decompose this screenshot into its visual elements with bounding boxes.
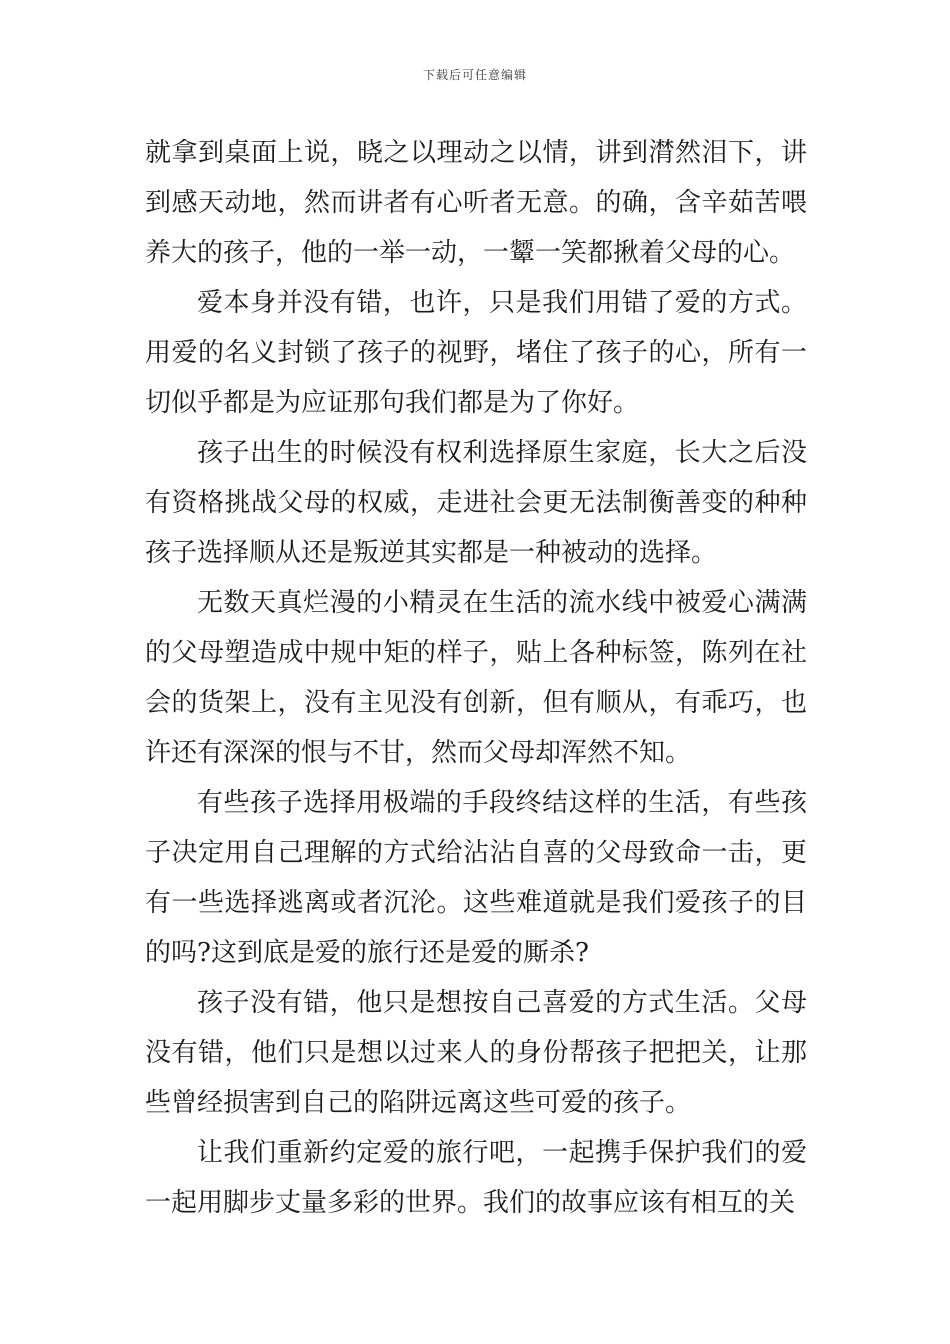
paragraph: 孩子出生的时候没有权利选择原生家庭，长大之后没有资格挑战父母的权威，走进社会更无法制衡善变的种种孩子选择顺从还是叛逆其实都是一种被动的选择。 xyxy=(145,438,807,568)
document-body xyxy=(145,128,807,1228)
paragraph: 爱本身并没有错，也许，只是我们用错了爱的方式。用爱的名义封锁了孩子的视野，堵住了孩子的心，所有一切似乎都是为应证那句我们都是为了你好。 xyxy=(145,288,807,418)
header-note: 下载后可任意编辑 xyxy=(422,68,527,82)
paragraph: 让我们重新约定爱的旅行吧，一起携手保护我们的爱一起用脚步丈量多彩的世界。我们的故事应该有相互的关 xyxy=(145,1138,807,1218)
paragraph-continued: 就拿到桌面上说，晓之以理动之以情，讲到潸然泪下，讲到感天动地，然而讲者有心听者无意。的确，含辛茹苦喂养大的孩子，他的一举一动，一颦一笑都揪着父母的心。 xyxy=(145,138,807,268)
paragraph: 无数天真烂漫的小精灵在生活的流水线中被爱心满满的父母塑造成中规中矩的样子，贴上各种标签，陈列在社会的货架上，没有主见没有创新，但有顺从，有乖巧，也许还有深深的恨与不甘，然而父母却浑然不知。 xyxy=(145,588,807,768)
paragraph: 有些孩子选择用极端的手段终结这样的生活，有些孩子决定用自己理解的方式给沾沾自喜的父母致命一击，更有一些选择逃离或者沉沦。这些难道就是我们爱孩子的目的吗?这到底是爱的旅行还是爱的厮杀? xyxy=(145,788,807,968)
paragraph: 孩子没有错，他只是想按自己喜爱的方式生活。父母没有错，他们只是想以过来人的身份帮孩子把把关，让那些曾经损害到自己的陷阱远离这些可爱的孩子。 xyxy=(145,988,807,1118)
